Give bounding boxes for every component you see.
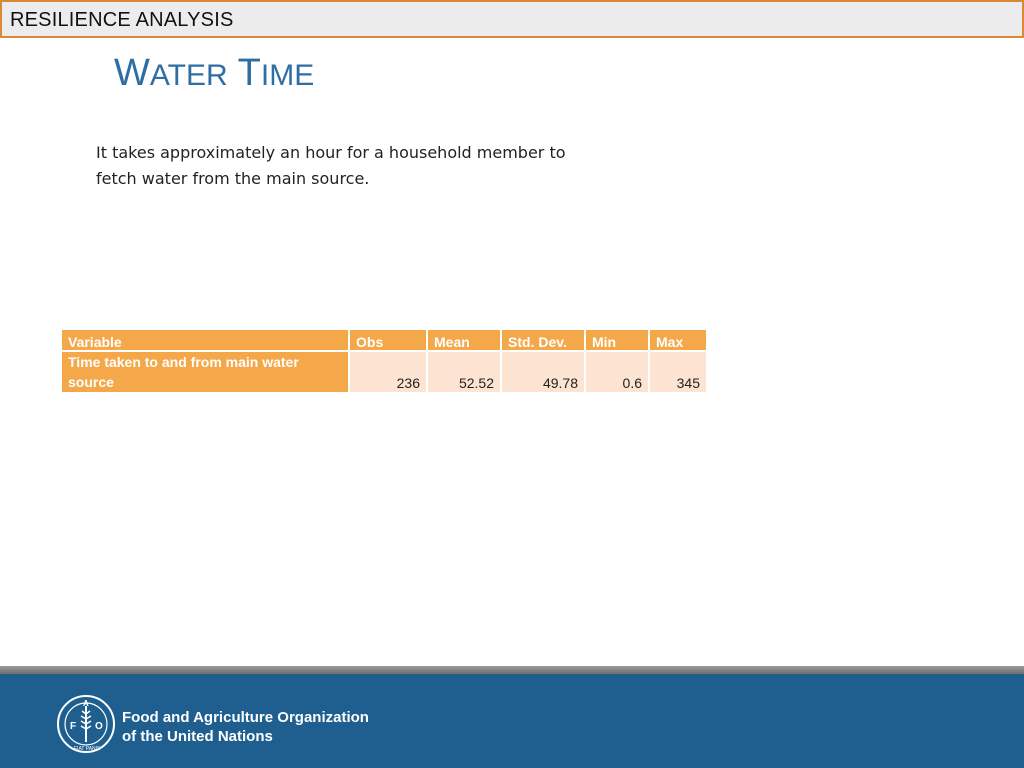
column-header-mean: Mean	[428, 330, 500, 350]
column-header-max: Max	[650, 330, 706, 350]
fao-logo-icon	[56, 694, 116, 754]
cell-min: 0.6	[586, 352, 648, 392]
organization-name-line: Food and Agriculture Organization	[122, 709, 369, 726]
title-initial: T	[237, 52, 261, 94]
cell-variable	[62, 352, 348, 392]
column-header-min: Min	[586, 330, 648, 350]
logo-letter: A	[83, 699, 89, 708]
title-rest: IME	[260, 59, 315, 92]
cell-std-dev: 49.78	[502, 352, 584, 392]
title-rest: ATER	[149, 59, 228, 92]
footer-divider	[0, 666, 1024, 674]
page-title	[114, 52, 314, 95]
cell-obs: 236	[350, 352, 426, 392]
footer	[0, 674, 1024, 768]
section-label: RESILIENCE ANALYSIS	[10, 9, 234, 31]
variable-label-line: source	[68, 374, 114, 390]
organization-name-line: of the United Nations	[122, 728, 273, 745]
cell-max: 345	[650, 352, 706, 392]
logo-letter: O	[95, 721, 103, 732]
table-row	[62, 352, 706, 392]
column-header-variable: Variable	[62, 330, 348, 350]
cell-mean: 52.52	[428, 352, 500, 392]
section-banner	[0, 0, 1024, 38]
title-initial: W	[114, 52, 150, 94]
variable-label-line: Time taken to and from main water	[68, 354, 299, 370]
summary-line: It takes approximately an hour for a household member to	[96, 143, 566, 162]
statistics-table	[60, 330, 708, 392]
table-header-row	[62, 330, 706, 350]
column-header-std-dev: Std. Dev.	[502, 330, 584, 350]
column-header-obs: Obs	[350, 330, 426, 350]
logo-letter: F	[70, 721, 77, 732]
summary-line: fetch water from the main source.	[96, 169, 370, 188]
logo-motto: FIAT PANIS	[74, 746, 101, 752]
summary-text	[96, 140, 596, 192]
organization-name	[122, 708, 369, 746]
